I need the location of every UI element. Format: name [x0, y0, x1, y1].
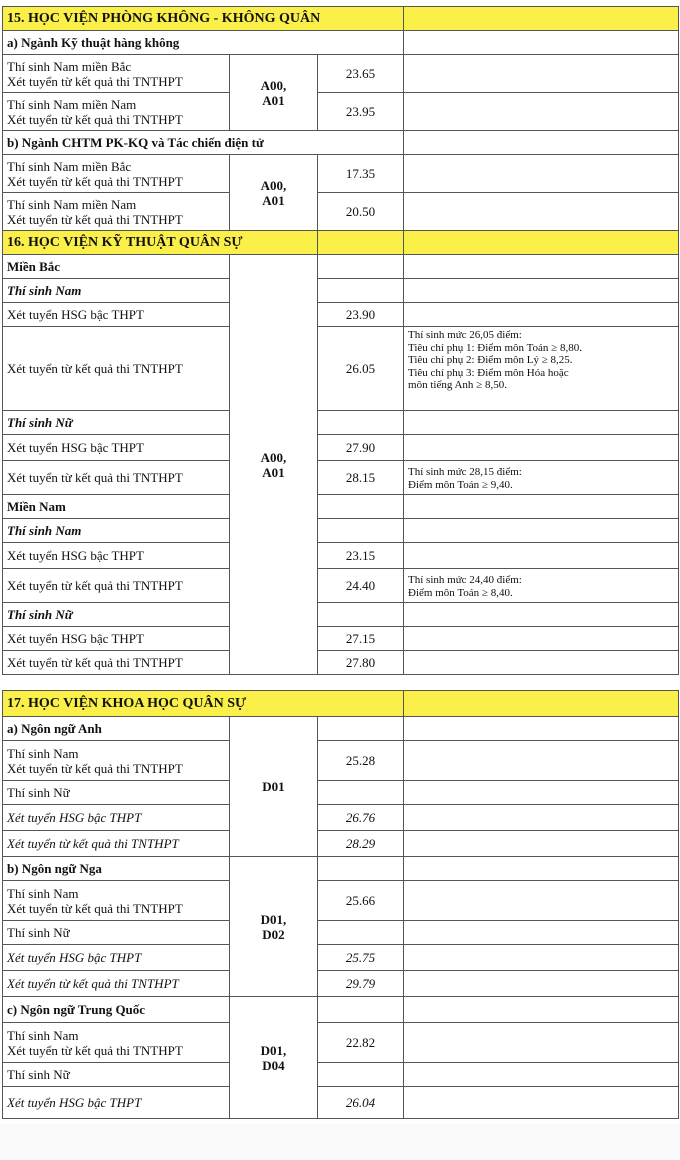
score: 23.90 — [318, 303, 404, 327]
tiebreak-note: Thí sinh mức 28,15 điểm: Điểm môn Toán ≥ 9,40. — [404, 461, 679, 495]
row-label: Thí sinh Nam Xét tuyển từ kết quả thi TNTHPT — [3, 1023, 230, 1063]
score: 28.15 — [318, 461, 404, 495]
region-label: Miền Nam — [3, 495, 230, 519]
score: 28.29 — [318, 831, 404, 857]
gender-row — [3, 1063, 679, 1087]
gender-label: Thí sinh Nữ — [3, 1063, 230, 1087]
section-header — [3, 691, 679, 717]
page-bottom-margin — [0, 1124, 680, 1160]
table-row — [3, 971, 679, 997]
table-row — [3, 945, 679, 971]
table-row — [3, 569, 679, 603]
row-label: Xét tuyển HSG bậc THPT — [3, 543, 230, 569]
table-row — [3, 805, 679, 831]
major-heading-row — [3, 717, 679, 741]
tiebreak-note: Thí sinh mức 26,05 điểm: Tiêu chí phụ 1: Điểm môn Toán ≥ 8,80. Tiêu chí phụ 2: Điểm môn Lý ≥ 8,25. Tiêu chí phụ 3: Điểm môn Hóa hoặc môn tiếng Anh ≥ 8,50. — [404, 327, 679, 411]
table-row — [3, 1087, 679, 1119]
page-break — [0, 679, 680, 689]
gender-row — [3, 279, 679, 303]
subject-combination: A00, A01 — [230, 255, 318, 675]
subject-combination: D01, D02 — [230, 857, 318, 997]
admission-table-lower — [2, 690, 679, 1119]
section-title: 17. HỌC VIỆN KHOA HỌC QUÂN SỰ — [3, 691, 404, 717]
gender-row — [3, 519, 679, 543]
gender-label: Thí sinh Nam — [3, 279, 230, 303]
gender-label: Thí sinh Nữ — [3, 781, 230, 805]
table-row — [3, 1023, 679, 1063]
major-heading-row — [3, 31, 679, 55]
table-row — [3, 881, 679, 921]
region-row — [3, 255, 679, 279]
major-heading-row — [3, 997, 679, 1023]
gender-label: Thí sinh Nam — [3, 519, 230, 543]
score: 25.75 — [318, 945, 404, 971]
score: 17.35 — [318, 155, 404, 193]
score: 26.76 — [318, 805, 404, 831]
row-label: Thí sinh Nam Xét tuyển từ kết quả thi TNTHPT — [3, 881, 230, 921]
table-row — [3, 93, 679, 131]
table-row — [3, 155, 679, 193]
admission-table-upper — [2, 6, 679, 675]
row-label: Xét tuyển HSG bậc THPT — [3, 303, 230, 327]
row-label: Xét tuyển HSG bậc THPT — [3, 1087, 230, 1119]
region-row — [3, 495, 679, 519]
row-label: Thí sinh Nam miền Bắc Xét tuyển từ kết quả thi TNTHPT — [3, 155, 230, 193]
gender-label: Thí sinh Nữ — [3, 603, 230, 627]
tiebreak-note: Thí sinh mức 24,40 điểm: Điểm môn Toán ≥ 8,40. — [404, 569, 679, 603]
major-heading-row — [3, 131, 679, 155]
gender-row — [3, 603, 679, 627]
score: 24.40 — [318, 569, 404, 603]
table-row — [3, 435, 679, 461]
table-row — [3, 831, 679, 857]
row-label: Xét tuyển từ kết quả thi TNTHPT — [3, 971, 230, 997]
table-row — [3, 651, 679, 675]
major-heading-row — [3, 857, 679, 881]
table-row — [3, 193, 679, 231]
row-label: Xét tuyển HSG bậc THPT — [3, 805, 230, 831]
row-label: Xét tuyển từ kết quả thi TNTHPT — [3, 569, 230, 603]
region-label: Miền Bắc — [3, 255, 230, 279]
section-title: 15. HỌC VIỆN PHÒNG KHÔNG - KHÔNG QUÂN — [3, 7, 404, 31]
gender-row — [3, 411, 679, 435]
table-row — [3, 303, 679, 327]
score: 22.82 — [318, 1023, 404, 1063]
score: 23.15 — [318, 543, 404, 569]
major-heading: b) Ngành CHTM PK-KQ và Tác chiến điện tử — [3, 131, 404, 155]
row-label: Xét tuyển HSG bậc THPT — [3, 435, 230, 461]
gender-label: Thí sinh Nữ — [3, 921, 230, 945]
subject-combination: D01 — [230, 717, 318, 857]
row-label: Xét tuyển từ kết quả thi TNTHPT — [3, 651, 230, 675]
row-label: Xét tuyển từ kết quả thi TNTHPT — [3, 327, 230, 411]
score: 23.65 — [318, 55, 404, 93]
row-label: Xét tuyển HSG bậc THPT — [3, 627, 230, 651]
score: 29.79 — [318, 971, 404, 997]
section-header — [3, 7, 679, 31]
subject-combination: A00, A01 — [230, 55, 318, 131]
score: 26.04 — [318, 1087, 404, 1119]
score: 27.90 — [318, 435, 404, 461]
gender-label: Thí sinh Nữ — [3, 411, 230, 435]
score: 25.28 — [318, 741, 404, 781]
subject-combination: D01, D04 — [230, 997, 318, 1119]
gender-row — [3, 781, 679, 805]
score: 26.05 — [318, 327, 404, 411]
row-label: Thí sinh Nam miền Bắc Xét tuyển từ kết quả thi TNTHPT — [3, 55, 230, 93]
score: 20.50 — [318, 193, 404, 231]
table-row — [3, 627, 679, 651]
section-header — [3, 231, 679, 255]
row-label: Xét tuyển từ kết quả thi TNTHPT — [3, 831, 230, 857]
row-label: Xét tuyển từ kết quả thi TNTHPT — [3, 461, 230, 495]
row-label: Thí sinh Nam miền Nam Xét tuyển từ kết quả thi TNTHPT — [3, 93, 230, 131]
gender-row — [3, 921, 679, 945]
table-row — [3, 327, 679, 411]
table-row — [3, 55, 679, 93]
table-row — [3, 461, 679, 495]
table-row — [3, 741, 679, 781]
major-heading: a) Ngôn ngữ Anh — [3, 717, 230, 741]
row-label: Xét tuyển HSG bậc THPT — [3, 945, 230, 971]
section-title: 16. HỌC VIỆN KỸ THUẬT QUÂN SỰ — [3, 231, 318, 255]
score: 27.15 — [318, 627, 404, 651]
score: 25.66 — [318, 881, 404, 921]
subject-combination: A00, A01 — [230, 155, 318, 231]
major-heading: b) Ngôn ngữ Nga — [3, 857, 230, 881]
score: 27.80 — [318, 651, 404, 675]
score: 23.95 — [318, 93, 404, 131]
major-heading: c) Ngôn ngữ Trung Quốc — [3, 997, 230, 1023]
major-heading: a) Ngành Kỹ thuật hàng không — [3, 31, 404, 55]
row-label: Thí sinh Nam miền Nam Xét tuyển từ kết quả thi TNTHPT — [3, 193, 230, 231]
row-label: Thí sinh Nam Xét tuyển từ kết quả thi TNTHPT — [3, 741, 230, 781]
table-row — [3, 543, 679, 569]
